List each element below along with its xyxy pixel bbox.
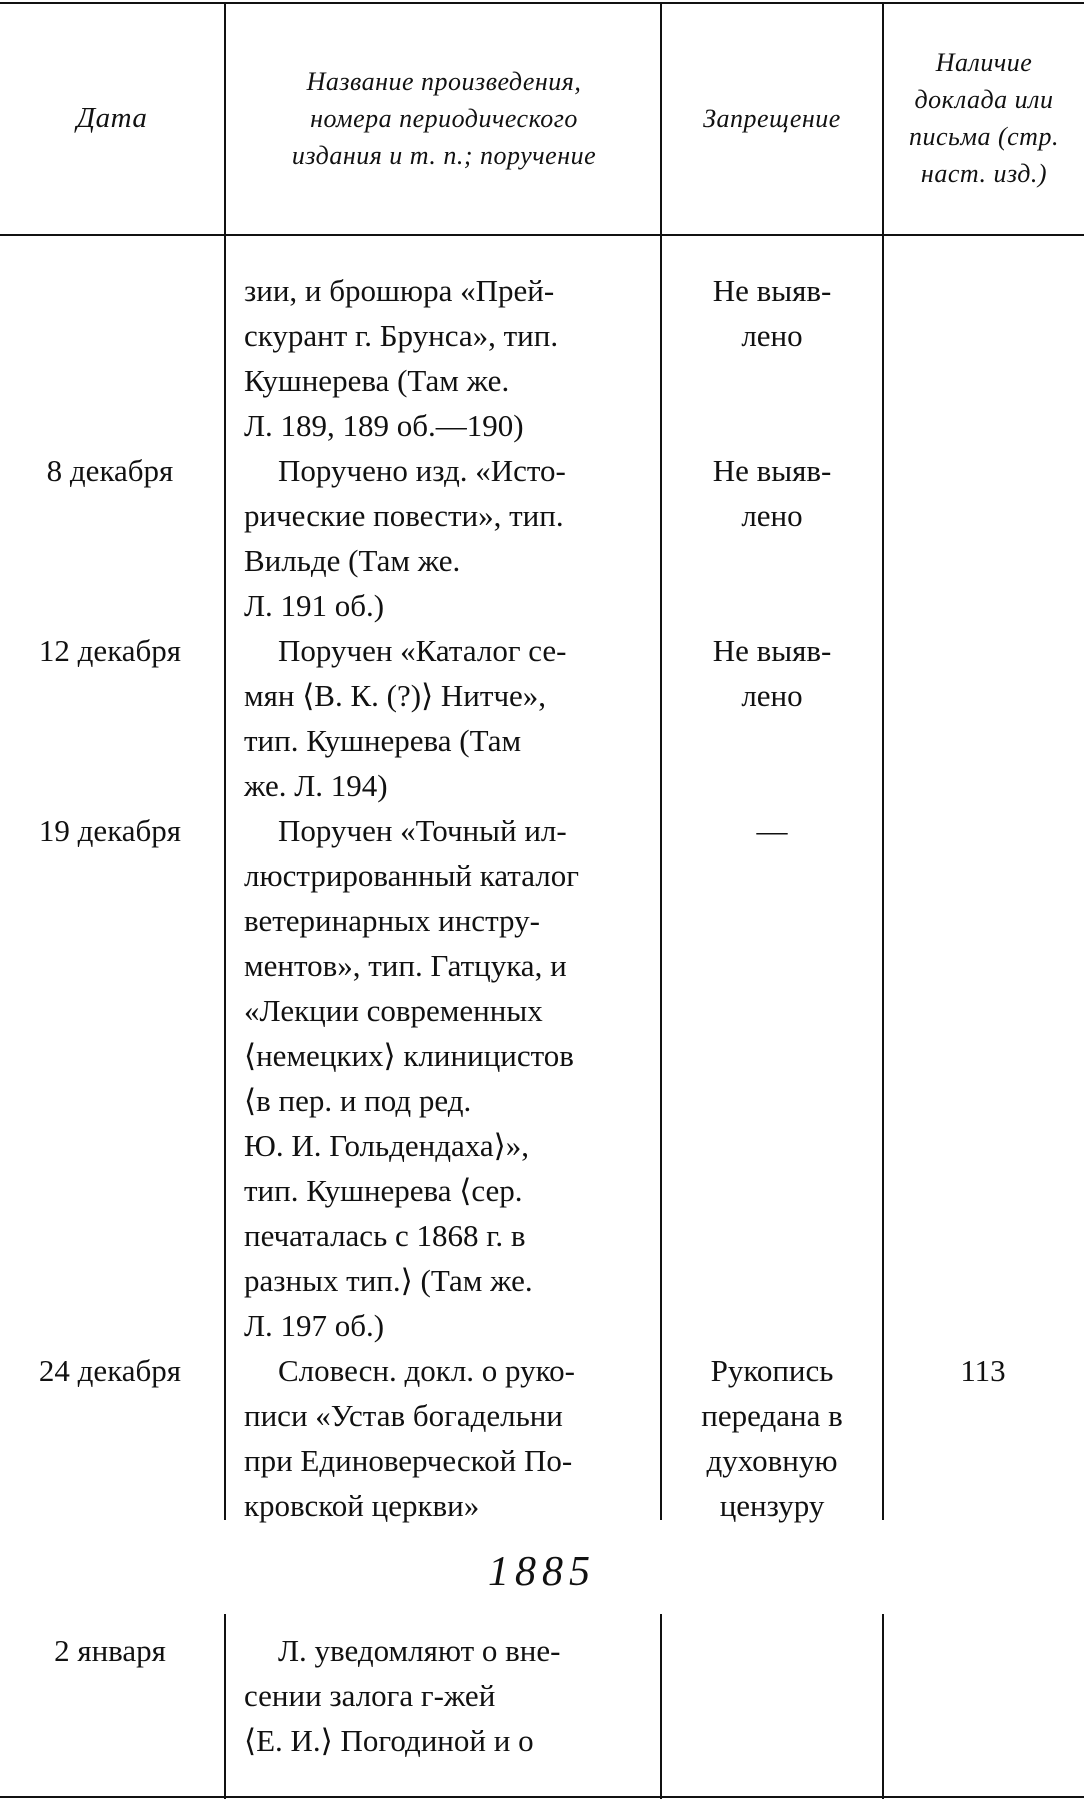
row-5-ref: 113 [960,1353,1006,1388]
table-bottom-border [0,1796,1084,1798]
header-title: Название произведения, номера периодического издания и т. п.; поручение [291,66,597,170]
row-2-ban: Не выяв- лено [712,453,832,533]
year-heading: 1885 [488,1549,596,1595]
header-report: Наличие доклада или письма (стр. наст. изд.) [909,48,1059,188]
column-divider-1 [224,2,226,1520]
row-4-ban: — [756,813,788,848]
row-1-ban: Не выяв- лено [712,273,832,353]
row-6-date: 2 января [54,1633,166,1668]
header-ban: Запрещение [703,103,841,133]
column-divider-1-lower [224,1614,226,1799]
row-4-content: Поручен «Точный ил- люстрированный каталог ветеринарных инстру- ментов», тип. Гатцука, и «Лекции современных ⟨немецких⟩ клиницистов ⟨в пер. и под ред. Ю. И. Гольдендаха⟩», тип. Кушнерева ⟨сер. печаталась с 1868 г. в разных тип.⟩ (Там же. Л. 197 об.) [244,813,579,1343]
column-divider-3-lower [882,1614,884,1799]
row-3-date: 12 декабря [38,633,182,668]
row-3-content: Поручен «Каталог се- мян ⟨В. К. (?)⟩ Нитче», тип. Кушнерева (Там же. Л. 194) [244,633,567,803]
row-5-ban: Рукопись передана в духовную цензуру [701,1353,843,1523]
row-5-date: 24 декабря [38,1353,182,1388]
row-3-ban: Не выяв- лено [712,633,832,713]
header-date: Дата [76,101,148,134]
row-6-content: Л. уведомляют о вне- сении залога г-жей ⟨Е. И.⟩ Погодиной и о [244,1633,561,1758]
row-2-date: 8 декабря [46,453,174,488]
header-bottom-border [0,234,1084,236]
row-1-content: зии, и брошюра «Прей- скурант г. Брунса», тип. Кушнерева (Там же. Л. 189, 189 об.—190) [244,273,559,443]
row-2-content: Поручено изд. «Исто- рические повести», тип. Вильде (Там же. Л. 191 об.) [244,453,566,623]
row-5-content: Словесн. докл. о руко- писи «Устав богадельни при Единоверческой По- кровской церкви» [244,1353,575,1523]
row-4-date: 19 декабря [38,813,182,848]
